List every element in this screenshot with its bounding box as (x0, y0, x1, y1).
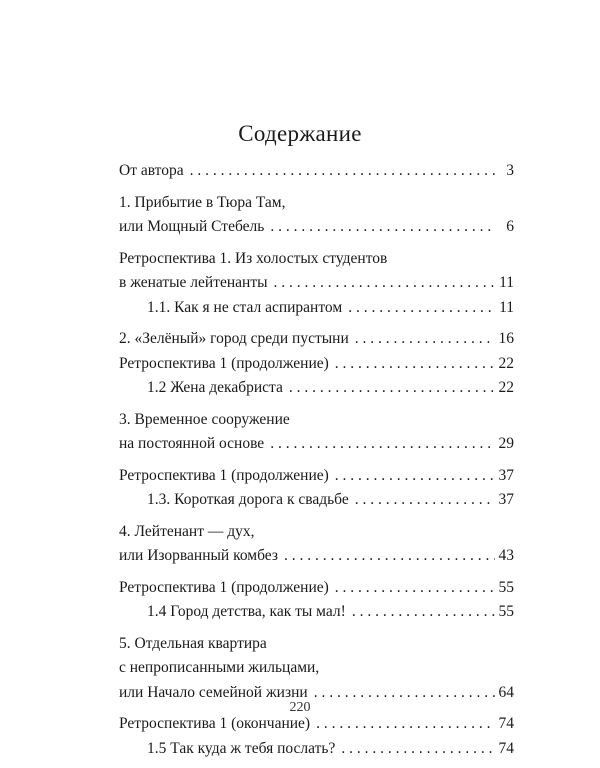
toc-entry-line (119, 408, 514, 433)
toc-subentry-title: 1.4 Город детства, как ты мал! (147, 603, 346, 620)
toc-entry-line (119, 576, 514, 601)
toc-entry (119, 520, 514, 569)
toc-subentry-title: 1.1. Как я не стал аспирантом (147, 298, 343, 316)
toc-subentry (119, 488, 514, 513)
toc-entry-line (119, 352, 514, 377)
toc-entry (119, 159, 514, 184)
dot-leader (274, 271, 496, 296)
toc-page-number: 11 (499, 298, 514, 316)
toc-subentry-title: 1.5 Так куда ж тебя послать? (147, 739, 336, 757)
toc-page-number: 55 (498, 603, 514, 620)
toc-page-number: 16 (498, 330, 514, 347)
toc-entry (119, 576, 514, 625)
toc-entry-title: 3. Временное сооружение (119, 410, 290, 428)
toc-subentry-title: Ретроспектива 1 (продолжение) (119, 354, 329, 372)
dot-leader (270, 215, 496, 240)
dot-leader (352, 600, 495, 625)
dot-leader (335, 464, 495, 489)
dot-leader (335, 576, 495, 601)
toc-entry-title: или Начало семейной жизни (119, 683, 308, 701)
toc-entry-line (119, 544, 514, 569)
toc-page-number: 74 (498, 715, 514, 732)
page-number: 220 (289, 700, 311, 715)
toc-page-number: 64 (498, 683, 514, 701)
toc-entry (119, 464, 514, 513)
table-of-contents (119, 159, 514, 768)
toc-entry-title: 2. «Зелёный» город среди пустыни (119, 330, 349, 347)
toc-page-number: 37 (498, 491, 514, 508)
toc-page-number: 22 (498, 379, 514, 396)
toc-entry-line (119, 271, 514, 296)
dot-leader (289, 376, 495, 401)
toc-page-number: 11 (499, 274, 514, 291)
toc-entry-line (119, 191, 514, 216)
toc-entry-title: Ретроспектива 1 (продолжение) (119, 466, 329, 484)
toc-page-number: 29 (498, 435, 514, 452)
toc-page-number: 55 (498, 578, 514, 596)
toc-entry-line (119, 432, 514, 457)
toc-entry-line (119, 520, 514, 545)
toc-page-number: 22 (498, 354, 514, 372)
toc-entry-line (119, 327, 514, 352)
toc-entry-title: с непрописанными жильцами, (119, 659, 320, 676)
toc-page-number: 6 (506, 218, 514, 235)
toc-entry-title: или Мощный Стебель (119, 218, 265, 235)
toc-subentry (119, 376, 514, 401)
dot-leader (348, 296, 495, 321)
toc-entry-line (119, 464, 514, 489)
dot-leader (341, 737, 494, 762)
toc-entry-title: Ретроспектива 1 (окончание) (119, 715, 311, 732)
toc-entry-title: Ретроспектива 1 (продолжение) (119, 578, 329, 596)
toc-entry-title: или Изорванный комбез (119, 547, 278, 564)
toc-page-number: 43 (498, 547, 514, 564)
toc-entry-title: на постоянной основе (119, 435, 265, 452)
toc-subentry (119, 737, 514, 762)
toc-entry-line (119, 159, 514, 184)
toc-subentry (119, 296, 514, 321)
toc-entry-title: 5. Отдельная квартира (119, 634, 267, 652)
toc-page-number: 37 (498, 466, 514, 484)
page-title: Содержание (238, 121, 362, 146)
toc-entry (119, 327, 514, 401)
toc-entry-title: От автора (119, 162, 184, 179)
toc-page-number: 74 (498, 739, 514, 757)
toc-entry (119, 408, 514, 457)
dot-leader (335, 352, 495, 377)
toc-entry-line (119, 656, 514, 681)
dot-leader (270, 432, 494, 457)
toc-subentry (119, 600, 514, 625)
toc-entry-title: Ретроспектива 1. Из холостых студентов (119, 249, 388, 267)
toc-entry-title: 1. Прибытие в Тюра Там, (119, 193, 286, 211)
toc-entry-title: 4. Лейтенант — дух, (119, 522, 255, 540)
toc-entry (119, 712, 514, 761)
dot-leader (355, 327, 495, 352)
toc-entry-line (119, 247, 514, 272)
toc-page-number: 3 (506, 162, 514, 179)
toc-subentry-title: 1.3. Короткая дорога к свадьбе (147, 491, 349, 508)
toc-entry (119, 632, 514, 706)
toc-entry-line (119, 632, 514, 657)
dot-leader (355, 488, 495, 513)
toc-entry-title: в женатые лейтенанты (119, 274, 268, 291)
toc-subentry-title: 1.2 Жена декабриста (147, 379, 283, 396)
toc-entry (119, 247, 514, 321)
toc-entry-line (119, 215, 514, 240)
toc-entry (119, 191, 514, 240)
dot-leader (284, 544, 495, 569)
dot-leader (190, 159, 496, 184)
